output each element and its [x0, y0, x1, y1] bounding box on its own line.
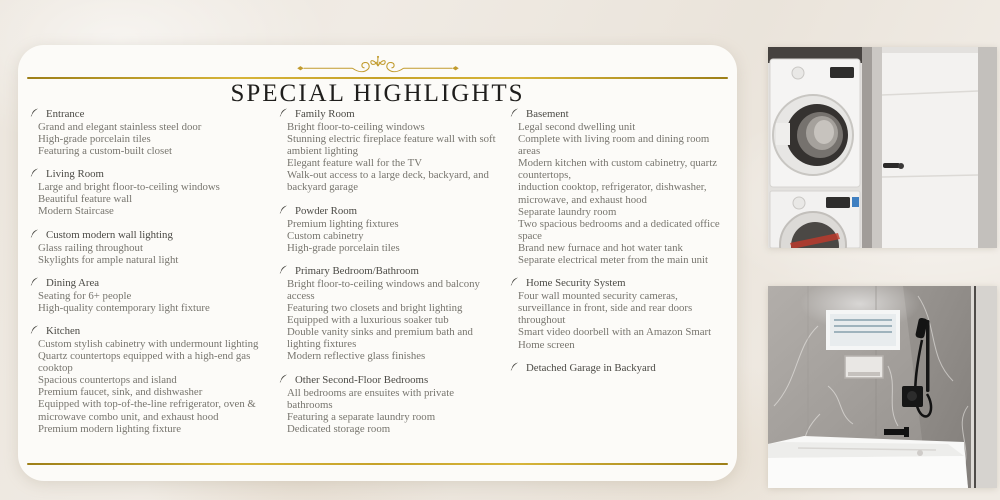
- feature-item: Elegant feature wall for the TV: [287, 157, 423, 170]
- feature-item: Equipped with a luxurious soaker tub: [287, 314, 449, 327]
- feature-item: Premium modern lighting fixture: [38, 422, 182, 435]
- quill-leaf-bullet-icon: [279, 205, 288, 214]
- feature-item: Complete with living room and dining room areas: [518, 133, 710, 158]
- feature-group: [279, 374, 510, 435]
- feature-group-heading: [279, 205, 500, 217]
- feature-item: Premium faucet, sink, and dishwasher: [38, 386, 203, 399]
- highlights-column-3: [510, 108, 733, 457]
- feature-group-title: Basement: [526, 108, 569, 120]
- feature-group-heading: [30, 108, 269, 120]
- feature-item: Double vanity sinks and premium bath and lighting fixtures: [287, 326, 473, 351]
- feature-item: Modern kitchen with custom cabinetry, quartz countertops,: [518, 157, 717, 182]
- feature-group-items: [30, 121, 269, 157]
- feature-group: [30, 108, 279, 157]
- feature-item: Bright floor-to-ceiling windows: [287, 121, 425, 133]
- feature-group-items: [279, 387, 500, 435]
- feature-item: Smart video doorbell with an Amazon Smart Home screen: [518, 326, 712, 351]
- feature-group-items: [30, 242, 269, 266]
- feature-item: All bedrooms are ensuites with private bathrooms: [287, 386, 455, 411]
- feature-group: [30, 168, 279, 217]
- feature-item: Bright floor-to-ceiling windows and balcony access: [287, 277, 480, 302]
- quill-leaf-bullet-icon: [279, 374, 288, 383]
- feature-item: Stunning electric fireplace feature wall with soft ambient lighting: [287, 133, 496, 158]
- feature-group-items: [510, 290, 723, 350]
- feature-item: Spacious countertops and island: [38, 374, 177, 387]
- quill-leaf-bullet-icon: [30, 277, 39, 286]
- feature-item: Brand new furnace and hot water tank: [518, 241, 683, 254]
- feature-group: [30, 277, 279, 314]
- feature-group-title: Detached Garage in Backyard: [526, 361, 656, 374]
- feature-group-title: Powder Room: [295, 204, 358, 217]
- feature-group: [279, 205, 510, 254]
- feature-item: Glass railing throughout: [38, 241, 143, 254]
- feature-group: [510, 108, 733, 266]
- feature-group-heading: [30, 325, 269, 337]
- feature-group: [510, 362, 733, 374]
- feature-item: Dedicated storage room: [287, 422, 391, 435]
- feature-group-title: Living Room: [46, 168, 104, 181]
- feature-item: Separate electrical meter from the main unit: [518, 254, 709, 267]
- feature-group-title: Family Room: [295, 108, 355, 120]
- quill-leaf-bullet-icon: [30, 325, 39, 334]
- feature-item: Skylights for ample natural light: [38, 253, 179, 266]
- feature-group-title: Other Second-Floor Bedrooms: [295, 373, 429, 386]
- quill-leaf-bullet-icon: [30, 168, 39, 177]
- quill-leaf-bullet-icon: [279, 265, 288, 274]
- page-title: SPECIAL HIGHLIGHTS: [230, 80, 525, 107]
- feature-group-heading: [279, 108, 500, 120]
- highlights-columns: [30, 108, 733, 457]
- quill-leaf-bullet-icon: [510, 108, 519, 117]
- feature-item: Quartz countertops equipped with a high-end gas cooktop: [38, 350, 251, 375]
- feature-item: induction cooktop, refrigerator, dishwasher, microwave, and exhaust hood: [518, 181, 707, 206]
- feature-group-heading: [510, 108, 723, 120]
- feature-item: Four wall mounted security cameras, surveillance in front, side and rear doors throughout: [518, 290, 693, 327]
- feature-item: Beautiful feature wall: [38, 193, 133, 206]
- feature-group-items: [279, 278, 500, 363]
- quill-leaf-bullet-icon: [510, 362, 519, 371]
- feature-group-items: [279, 121, 500, 194]
- feature-group: [279, 265, 510, 363]
- feature-group-title: Kitchen: [46, 324, 81, 337]
- highlights-column-1: [30, 108, 279, 457]
- feature-item: Modern reflective glass finishes: [287, 350, 426, 363]
- quill-leaf-bullet-icon: [30, 108, 39, 117]
- feature-item: Premium lighting fixtures: [287, 217, 399, 230]
- feature-item: Custom cabinetry: [287, 229, 364, 242]
- feature-group-items: [30, 338, 269, 435]
- highlights-column-2: [279, 108, 510, 457]
- feature-item: Separate laundry room: [518, 205, 617, 218]
- feature-item: Modern Staircase: [38, 205, 114, 218]
- feature-item: Walk-out access to a large deck, backyard, and backyard garage: [287, 169, 489, 194]
- feature-group-heading: [279, 374, 500, 386]
- feature-group-title: Entrance: [46, 108, 85, 120]
- feature-item: Seating for 6+ people: [38, 289, 132, 302]
- feature-group-items: [510, 121, 723, 266]
- highlights-card: [18, 45, 737, 481]
- feature-item: Equipped with top-of-the-line refrigerator, oven & microwave combo unit, and exhaust hood: [38, 398, 256, 423]
- feature-item: High-quality contemporary light fixture: [38, 301, 210, 314]
- feature-item: Legal second dwelling unit: [518, 121, 636, 133]
- feature-item: Featuring a custom-built closet: [38, 145, 173, 158]
- feature-group-heading: [30, 277, 269, 289]
- laundry-closet-photo: [768, 47, 997, 248]
- quill-leaf-bullet-icon: [279, 108, 288, 117]
- gold-rule-bottom: [27, 463, 728, 465]
- feature-group-title: Primary Bedroom/Bathroom: [295, 264, 419, 277]
- feature-item: Large and bright floor-to-ceiling windows: [38, 181, 220, 194]
- feature-group-heading: [279, 265, 500, 277]
- feature-group-heading: [510, 362, 723, 374]
- feature-group-heading: [30, 168, 269, 180]
- feature-group-heading: [30, 229, 269, 241]
- gold-rule-top: [27, 77, 728, 79]
- feature-group-heading: [510, 277, 723, 289]
- feature-group: [279, 108, 510, 194]
- quill-leaf-bullet-icon: [510, 277, 519, 286]
- gold-flourish-divider: [293, 52, 463, 76]
- feature-item: Grand and elegant stainless steel door: [38, 121, 202, 133]
- feature-item: Two spacious bedrooms and a dedicated office space: [518, 217, 720, 242]
- feature-item: Featuring a separate laundry room: [287, 410, 436, 423]
- feature-group-items: [30, 181, 269, 217]
- feature-item: Featuring two closets and bright lighting: [287, 302, 463, 315]
- feature-group-title: Home Security System: [526, 277, 626, 290]
- feature-group: [30, 229, 279, 266]
- feature-group: [510, 277, 733, 350]
- feature-group-title: Dining Area: [46, 276, 100, 289]
- feature-item: Custom stylish cabinetry with undermount lighting: [38, 337, 259, 350]
- feature-item: High-grade porcelain tiles: [38, 133, 151, 146]
- feature-group-items: [30, 290, 269, 314]
- quill-leaf-bullet-icon: [30, 229, 39, 238]
- feature-group: [30, 325, 279, 435]
- feature-group-items: [279, 218, 500, 254]
- feature-group-title: Custom modern wall lighting: [46, 228, 173, 241]
- bathroom-photo: [768, 286, 997, 488]
- feature-item: High-grade porcelain tiles: [287, 241, 400, 254]
